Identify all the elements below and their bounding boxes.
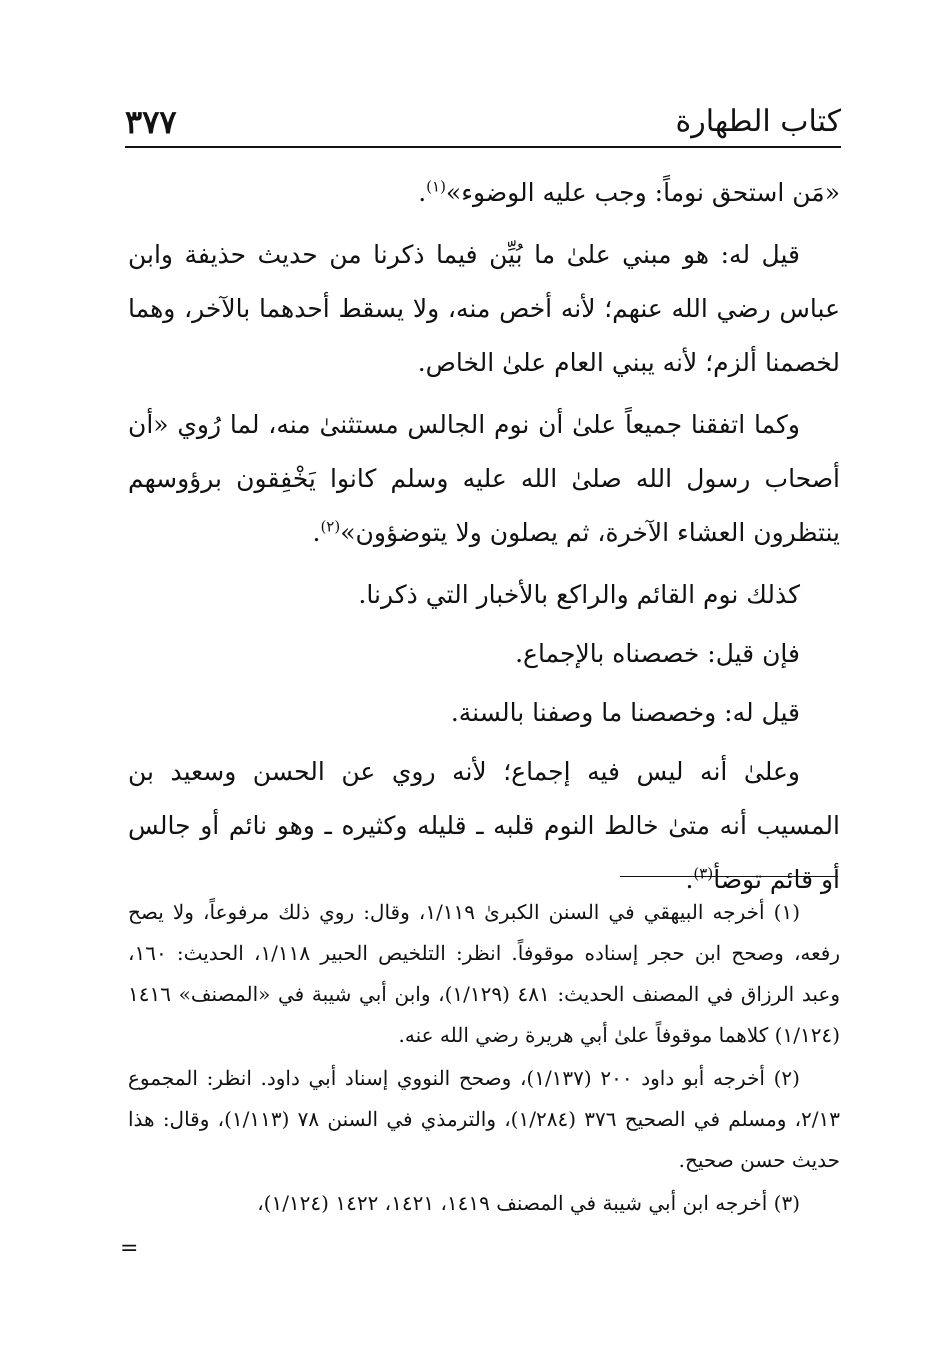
- header-rule: [125, 146, 841, 148]
- footnote-ref-2: (٢): [320, 517, 341, 536]
- running-title: كتاب الطهارة: [675, 104, 841, 139]
- paragraph-3-tail: .: [312, 518, 321, 547]
- paragraph-2: قيل له: هو مبني علىٰ ما بُيِّن فيما ذكرنا من حديث حذيفة وابن عباس رضي الله عنهم؛ لأنه أخص منه، ولا يسقط أحدهما بالآخر، وهما لخصمنا ألزم؛ لأنه يبني العام علىٰ الخاص.: [128, 240, 840, 377]
- paragraph-3: [128, 398, 840, 560]
- paragraph-5: فإن قيل: خصصناه بالإجماع.: [515, 639, 800, 668]
- footnote-ref-3: (٣): [693, 864, 714, 883]
- continuation-mark: =: [120, 1236, 139, 1261]
- paragraph-7: [128, 745, 840, 907]
- page-header: [125, 100, 841, 146]
- footnote-1: (١) أخرجه البيهقي في السنن الكبرىٰ ١/١١٩، وقال: روي ذلك مرفوعاً، ولا يصح رفعه، وصحح ابن حجر إسناده موقوفاً. انظر: التلخيص الحبير ١/١١٨، الحديث: ١٦٠، وعبد الرزاق في المصنف الحديث: ٤٨١ (١/١٢٩)، وابن أبي شيبة في «المصنف» ١٤١٦ (١/١٢٤) كلاهما موقوفاً علىٰ أبي هريرة رضي الله عنه.: [128, 900, 841, 1047]
- paragraph-7-text: وعلىٰ أنه ليس فيه إجماع؛ لأنه روي عن الحسن وسعيد بن المسيب أنه متىٰ خالط النوم قلبه ـ قليله وكثيره ـ وهو نائم أو جالس أو قائم توضأ: [128, 757, 840, 894]
- footnote-3: (٣) أخرجه ابن أبي شيبة في المصنف ١٤١٩، ١٤٢١، ١٤٢٢ (١/١٢٤)،: [257, 1191, 800, 1215]
- main-text: [128, 166, 840, 915]
- paragraph-3-text: وكما اتفقنا جميعاً علىٰ أن نوم الجالس مستثنىٰ منه، لما رُوي «أن أصحاب رسول الله صلىٰ الله عليه وسلم كانوا يَخْفِقون برؤوسهم ينتظرون العشاء الآخرة، ثم يصلون ولا يتوضؤون»: [128, 410, 840, 547]
- footnote-separator: [620, 876, 838, 877]
- footnote-ref-1: (١): [426, 177, 446, 196]
- footnotes: [128, 892, 840, 1226]
- page-number: ٣٧٧: [125, 103, 177, 141]
- paragraph-4: كذلك نوم القائم والراكع بالأخبار التي ذكرنا.: [358, 580, 800, 609]
- paragraph-1-text: «مَن استحق نوماً: وجب عليه الوضوء»: [445, 178, 840, 207]
- paragraph-1-tail: .: [418, 178, 427, 207]
- paragraph-1: [128, 166, 840, 220]
- paragraph-6: قيل له: وخصصنا ما وصفنا بالسنة.: [450, 698, 800, 727]
- paragraph-7-tail: .: [685, 865, 694, 894]
- footnote-2: (٢) أخرجه أبو داود ٢٠٠ (١/١٣٧)، وصحح النووي إسناد أبي داود. انظر: المجموع ٢/١٣، ومسلم في الصحيح ٣٧٦ (١/٢٨٤)، والترمذي في السنن ٧٨ (١/١١٣)، وقال: هذا حديث حسن صحيح.: [128, 1066, 841, 1172]
